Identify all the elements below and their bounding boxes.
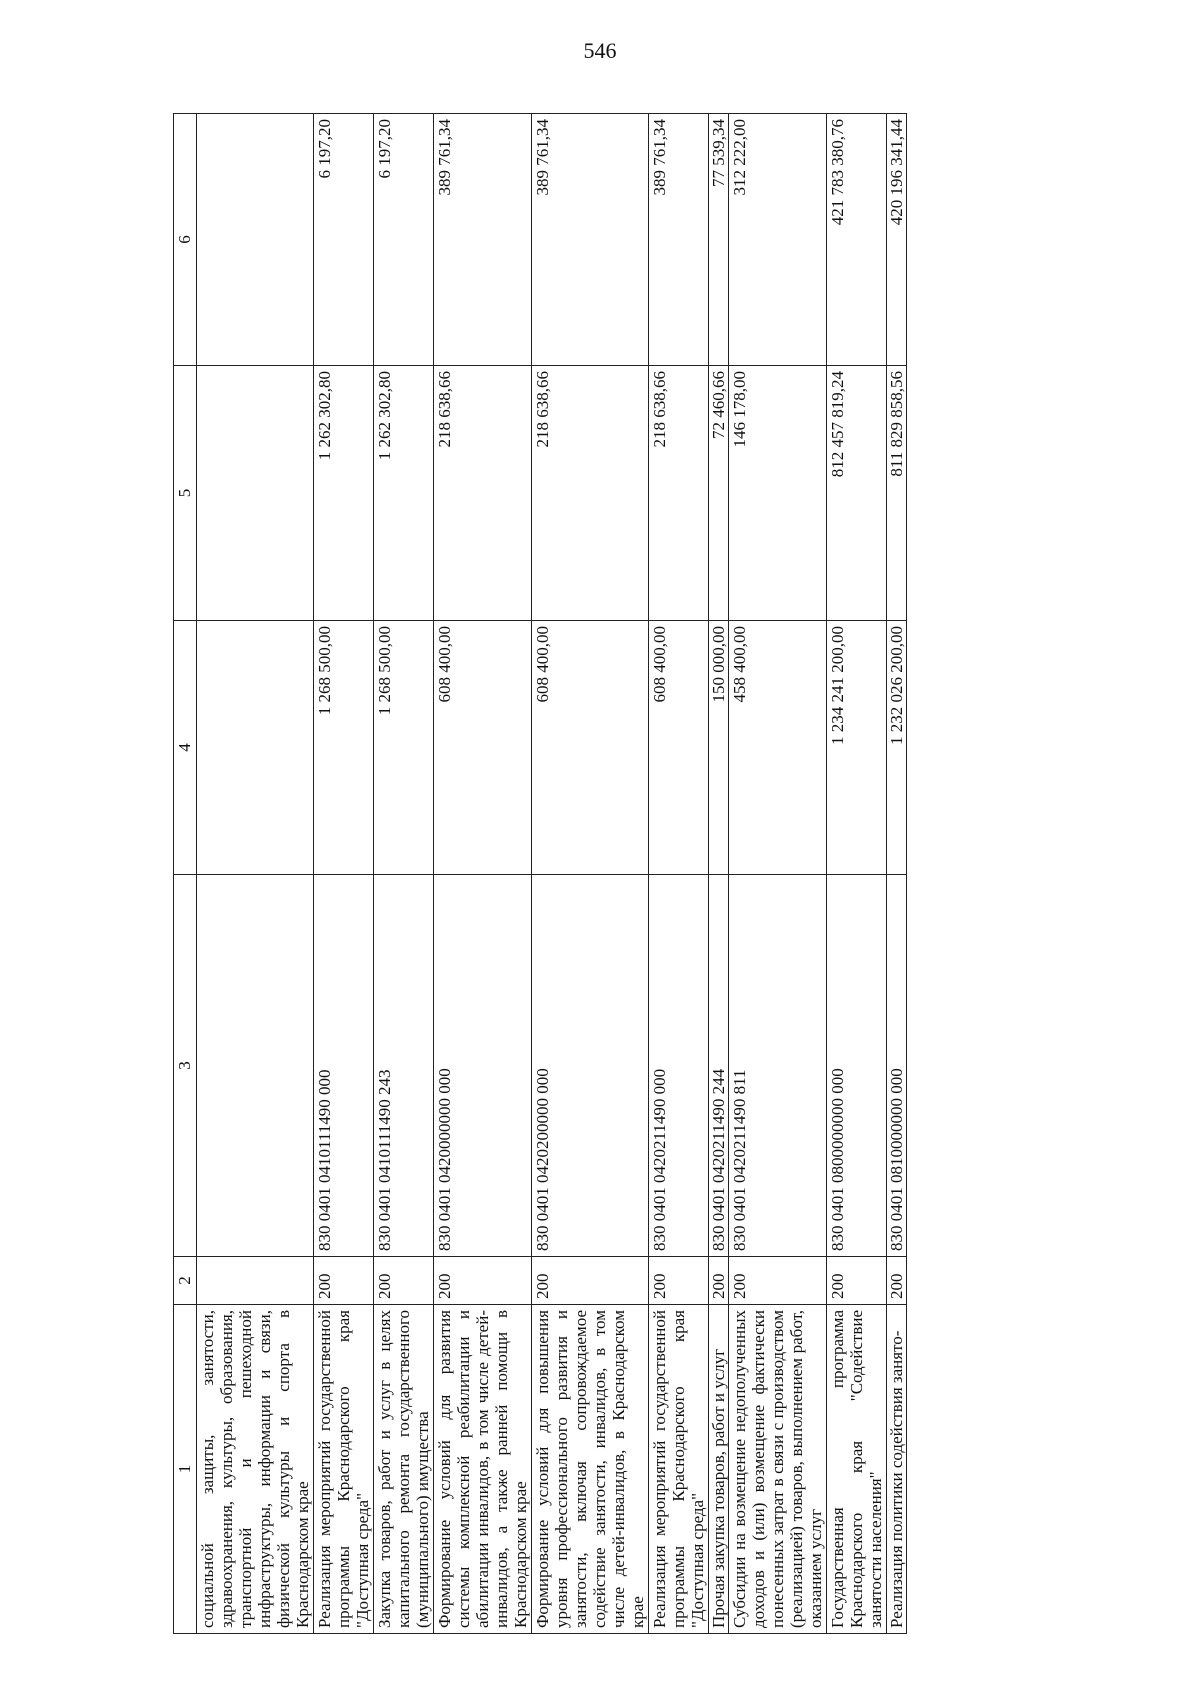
row-name: Закупка товаров, работ и услуг в целях капитального ремонта государственного (муниципального) имущества	[374, 1305, 434, 1634]
header-col-4: 4	[174, 621, 197, 875]
row-code: 200	[649, 1257, 709, 1305]
table-row	[729, 114, 827, 1634]
row-unexecuted: 389 761,34	[649, 114, 709, 366]
row-approved: 608 400,00	[434, 621, 532, 875]
rotated-table-container	[173, 114, 1128, 1634]
row-approved: 150 000,00	[709, 621, 729, 875]
table-row	[374, 114, 434, 1634]
row-approved: 608 400,00	[532, 621, 649, 875]
row-code: 200	[314, 1257, 374, 1305]
row-name: Формирование условий для развития системы комплексной реабилитации и абилитации инвалидов, в том числе детей-инвалидов, а также ранней помощи в Краснодарском крае	[434, 1305, 532, 1634]
row-name: Реализация политики содействия занято-	[887, 1305, 907, 1634]
row-code: 200	[709, 1257, 729, 1305]
row-classification	[197, 875, 314, 1257]
row-name: Формирование условий для повышения уровня профессионального развития и занятости, включая сопровождаемое содействие занятости, инвалидов, в том числе детей-инвалидов, в Краснодарском крае	[532, 1305, 649, 1634]
row-unexecuted: 6 197,20	[314, 114, 374, 366]
header-col-1: 1	[174, 1305, 197, 1634]
row-approved: 1 232 026 200,00	[887, 621, 907, 875]
header-col-6: 6	[174, 114, 197, 366]
table-row	[197, 114, 314, 1634]
row-approved: 1 268 500,00	[374, 621, 434, 875]
header-col-2: 2	[174, 1257, 197, 1305]
row-approved: 1 234 241 200,00	[827, 621, 887, 875]
budget-table	[173, 113, 907, 1634]
row-classification: 830 0401 0420211490 811	[729, 875, 827, 1257]
row-name: Прочая закупка товаров, работ и услуг	[709, 1305, 729, 1634]
row-name: социальной защиты, занятости, здравоохранения, культуры, образования, транспортной и пешеходной инфраструктуры, информации и связи, физической культуры и спорта в Краснодарском крае	[197, 1305, 314, 1634]
row-executed: 811 829 858,56	[887, 366, 907, 621]
row-name: Государственная программа Краснодарского края "Содействие занятости населения"	[827, 1305, 887, 1634]
table-row	[434, 114, 532, 1634]
row-approved: 608 400,00	[649, 621, 709, 875]
row-executed: 812 457 819,24	[827, 366, 887, 621]
row-classification: 830 0401 0420211490 244	[709, 875, 729, 1257]
table-header-row	[174, 114, 197, 1634]
table-row	[887, 114, 907, 1634]
table-row	[314, 114, 374, 1634]
row-executed: 1 262 302,80	[314, 366, 374, 621]
row-classification: 830 0401 0410111490 243	[374, 875, 434, 1257]
row-code: 200	[827, 1257, 887, 1305]
table-row	[532, 114, 649, 1634]
row-unexecuted: 420 196 341,44	[887, 114, 907, 366]
row-classification: 830 0401 0810000000 000	[887, 875, 907, 1257]
table-row	[649, 114, 709, 1634]
row-unexecuted: 6 197,20	[374, 114, 434, 366]
row-code: 200	[374, 1257, 434, 1305]
row-unexecuted	[197, 114, 314, 366]
row-approved	[197, 621, 314, 875]
row-approved: 1 268 500,00	[314, 621, 374, 875]
row-unexecuted: 389 761,34	[434, 114, 532, 366]
row-unexecuted: 421 783 380,76	[827, 114, 887, 366]
row-classification: 830 0401 0800000000 000	[827, 875, 887, 1257]
row-unexecuted: 312 222,00	[729, 114, 827, 366]
row-code: 200	[887, 1257, 907, 1305]
row-classification: 830 0401 0420000000 000	[434, 875, 532, 1257]
row-approved: 458 400,00	[729, 621, 827, 875]
row-code	[197, 1257, 314, 1305]
row-executed: 1 262 302,80	[374, 366, 434, 621]
table-rotation-frame	[173, 114, 1128, 1634]
page-number: 546	[583, 38, 617, 63]
table-row	[827, 114, 887, 1634]
row-code: 200	[729, 1257, 827, 1305]
row-executed: 72 460,66	[709, 366, 729, 621]
row-unexecuted: 389 761,34	[532, 114, 649, 366]
row-classification: 830 0401 0420211490 000	[649, 875, 709, 1257]
row-unexecuted: 77 539,34	[709, 114, 729, 366]
row-code: 200	[532, 1257, 649, 1305]
row-code: 200	[434, 1257, 532, 1305]
row-executed: 218 638,66	[532, 366, 649, 621]
row-executed	[197, 366, 314, 621]
row-name: Реализация мероприятий государственной программы Краснодарского края "Доступная среда"	[649, 1305, 709, 1634]
row-executed: 146 178,00	[729, 366, 827, 621]
header-col-5: 5	[174, 366, 197, 621]
row-executed: 218 638,66	[649, 366, 709, 621]
row-classification: 830 0401 0420200000 000	[532, 875, 649, 1257]
row-name: Реализация мероприятий государственной программы Краснодарского края "Доступная среда"	[314, 1305, 374, 1634]
row-classification: 830 0401 0410111490 000	[314, 875, 374, 1257]
header-col-3: 3	[174, 875, 197, 1257]
row-name: Субсидии на возмещение недополученных доходов и (или) возмещение фактически понесенных затрат в связи с производством (реализацией) товаров, выполнением работ, оказанием услуг	[729, 1305, 827, 1634]
table-row	[709, 114, 729, 1634]
row-executed: 218 638,66	[434, 366, 532, 621]
